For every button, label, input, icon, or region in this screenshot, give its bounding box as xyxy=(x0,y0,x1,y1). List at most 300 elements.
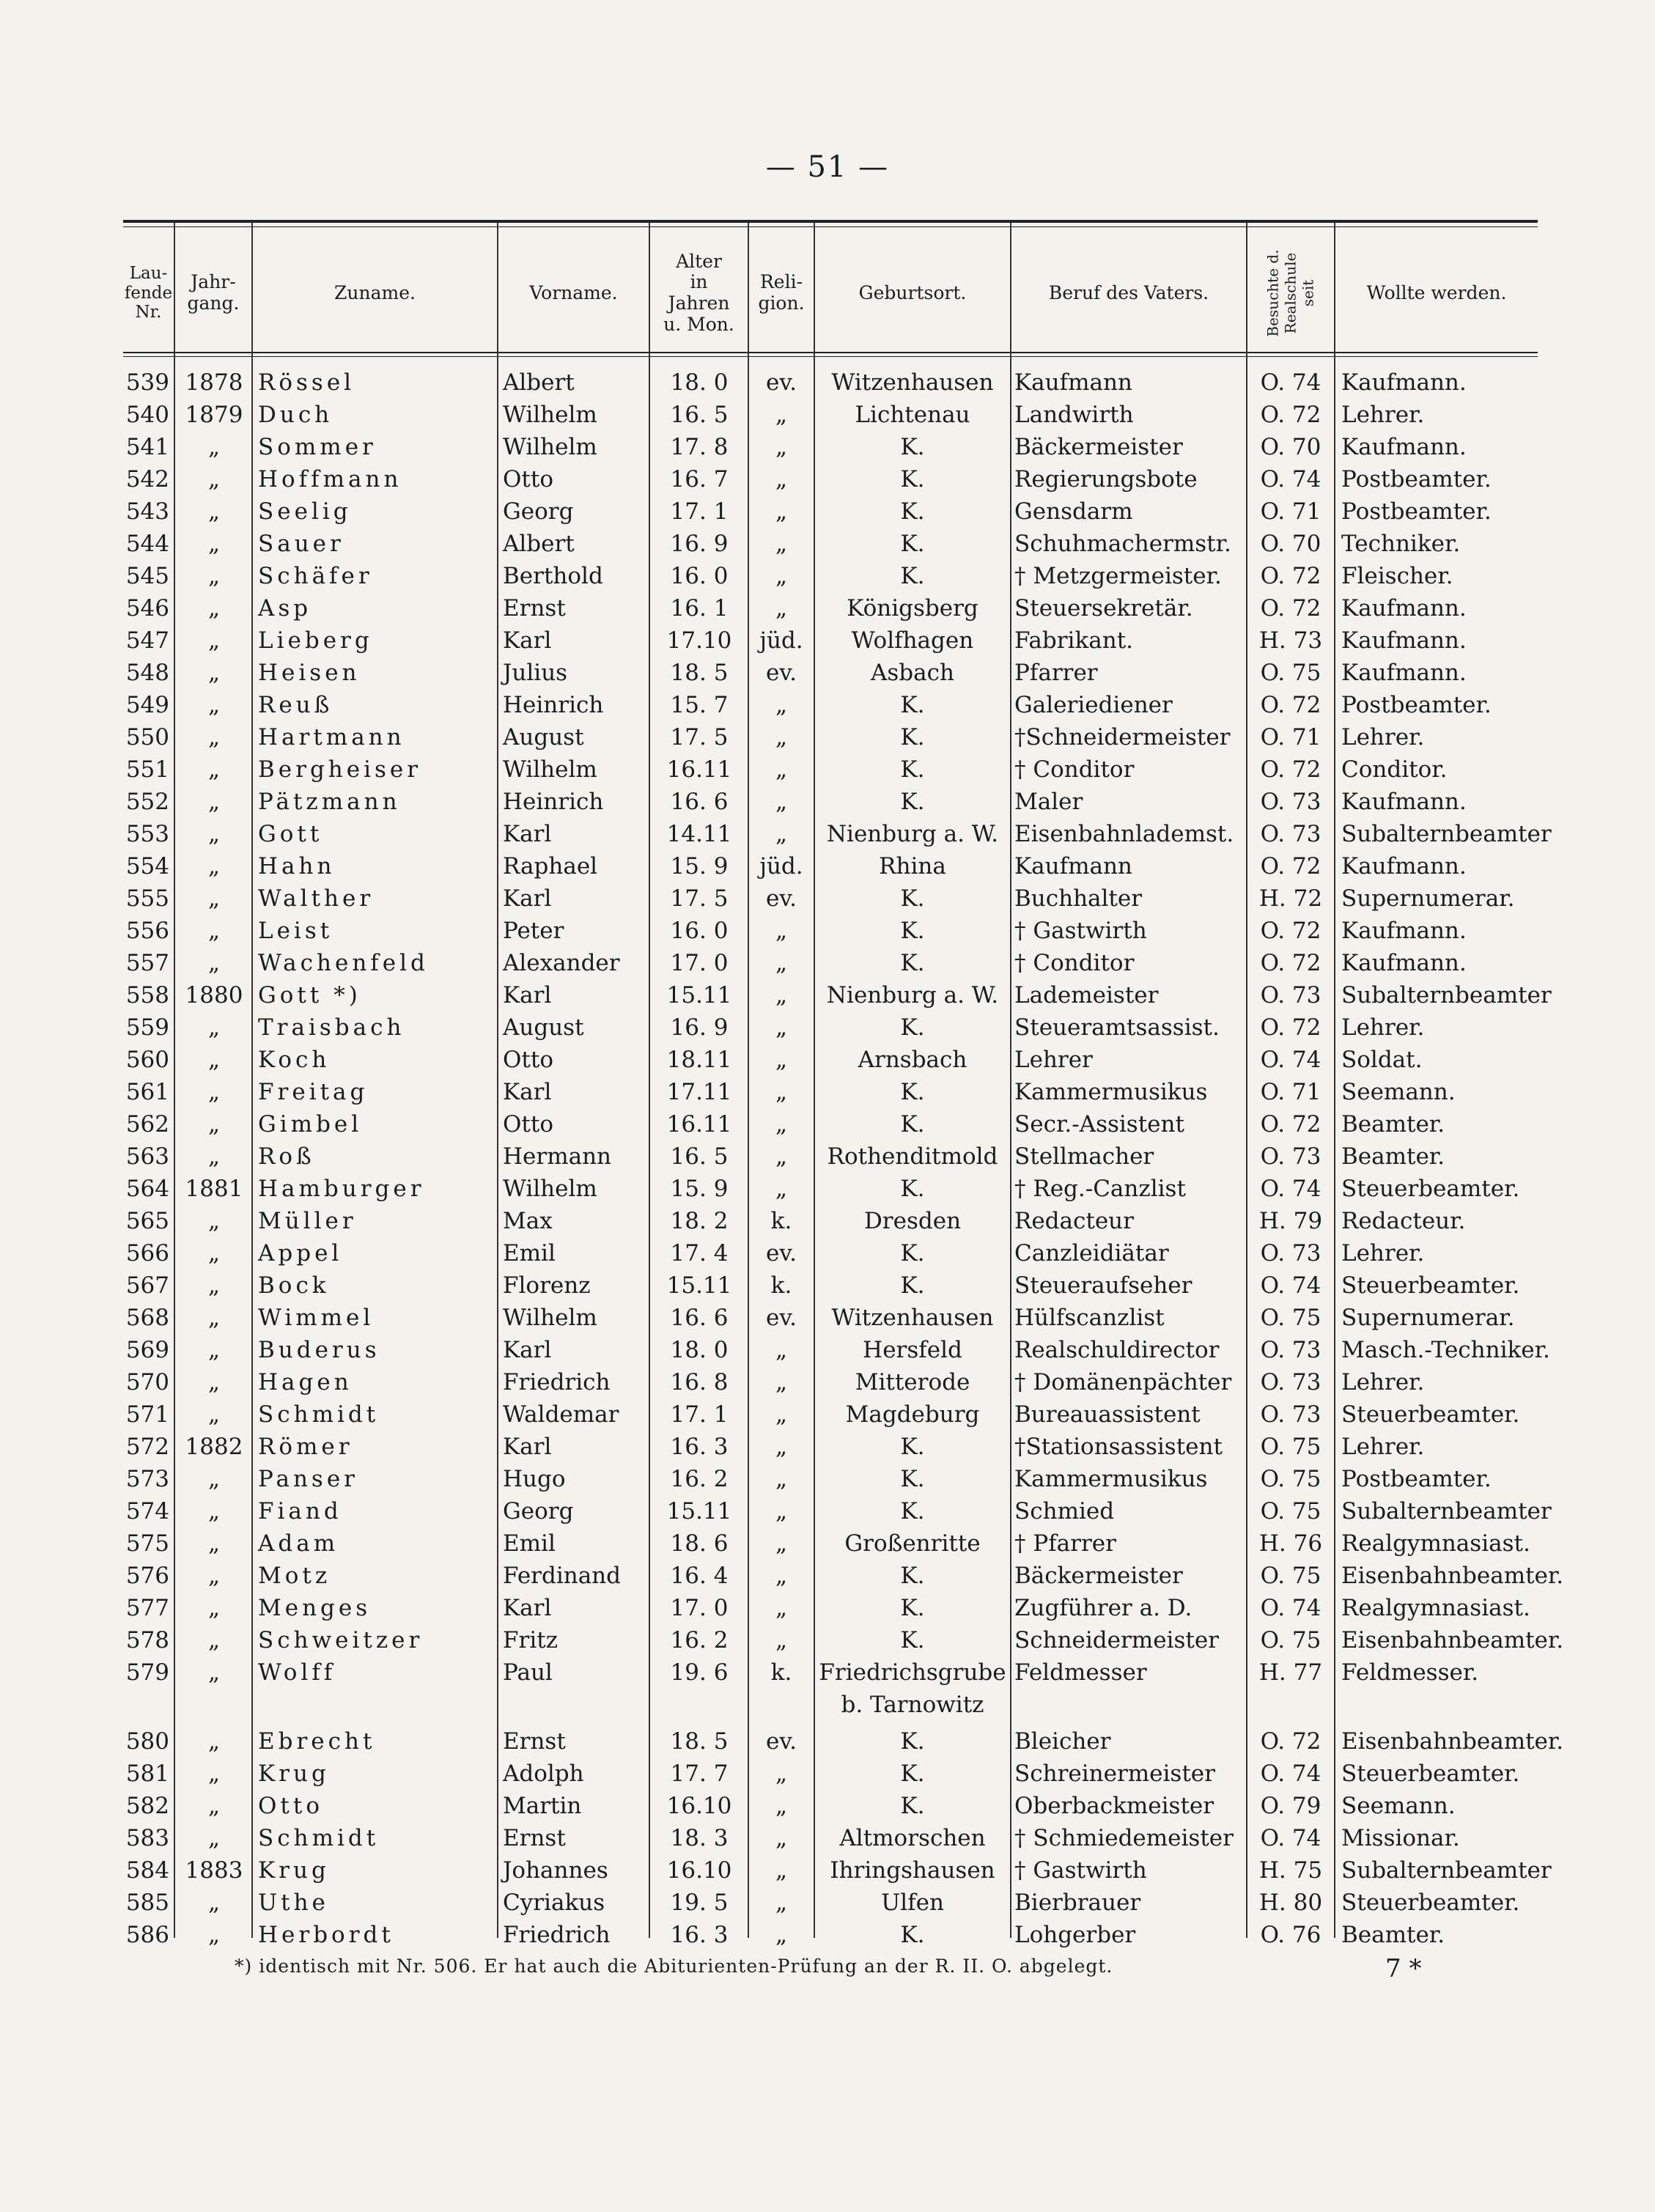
cell-surname: Gimbel xyxy=(258,1111,363,1138)
cell-surname: Hoffmann xyxy=(258,466,402,493)
cell-firstname: Wilhelm xyxy=(503,402,597,428)
cell-religion: „ xyxy=(775,1793,788,1819)
cell-surname: Hahn xyxy=(258,853,336,880)
cell-firstname: Martin xyxy=(503,1793,582,1819)
cell-nr: 584 xyxy=(125,1857,169,1884)
cell-nr: 563 xyxy=(125,1143,169,1170)
cell-nr: 559 xyxy=(125,1014,169,1041)
table-row xyxy=(0,1560,1655,1592)
cell-nr: 542 xyxy=(125,466,169,493)
cell-nr: 583 xyxy=(125,1825,169,1851)
cell-nr: 553 xyxy=(125,821,169,847)
cell-birthplace: K. xyxy=(900,918,925,944)
table-row xyxy=(0,1790,1655,1822)
cell-birthplace: K. xyxy=(900,434,925,460)
cell-wish: Kaufmann. xyxy=(1341,627,1467,654)
cell-year: „ xyxy=(207,1111,221,1138)
cell-wish: Subalternbeamter xyxy=(1341,1857,1552,1884)
cell-wish: Beamter. xyxy=(1341,1922,1445,1948)
cell-firstname: Karl xyxy=(503,1595,552,1621)
cell-birthplace: Witzenhausen xyxy=(831,369,994,396)
cell-school: O. 73 xyxy=(1260,1369,1322,1396)
cell-wish: Supernumerar. xyxy=(1341,885,1515,912)
cell-wish: Kaufmann. xyxy=(1341,853,1467,880)
cell-birthplace: K. xyxy=(900,1014,925,1041)
cell-nr: 543 xyxy=(125,498,169,525)
cell-age: 18. 3 xyxy=(670,1825,729,1851)
cell-surname: Appel xyxy=(258,1240,343,1267)
cell-religion: „ xyxy=(775,1825,788,1851)
cell-age: 16. 4 xyxy=(670,1563,729,1589)
header-top-rule xyxy=(123,220,1538,223)
cell-school: O. 73 xyxy=(1260,789,1322,815)
cell-nr: 540 xyxy=(125,402,169,428)
table-row xyxy=(0,915,1655,947)
cell-father: Oberbackmeister xyxy=(1014,1793,1214,1819)
cell-wish: Lehrer. xyxy=(1341,1434,1425,1460)
table-row xyxy=(0,463,1655,495)
cell-school: O. 73 xyxy=(1260,1337,1322,1363)
cell-birthplace: Lichtenau xyxy=(855,402,970,428)
cell-birthplace: K. xyxy=(900,1176,925,1202)
cell-religion: ev. xyxy=(765,660,797,686)
cell-birthplace: K. xyxy=(900,498,925,525)
cell-firstname: Ernst xyxy=(503,1825,566,1851)
cell-nr: 561 xyxy=(125,1079,169,1105)
cell-surname: Krug xyxy=(258,1761,330,1787)
cell-birthplace: K. xyxy=(900,1434,925,1460)
cell-birthplace: K. xyxy=(900,1761,925,1787)
cell-religion: jüd. xyxy=(759,853,803,880)
cell-birthplace: K. xyxy=(900,1272,925,1299)
table-row xyxy=(0,560,1655,592)
cell-religion: „ xyxy=(775,1498,788,1525)
cell-year: „ xyxy=(207,1369,221,1396)
table-row xyxy=(0,657,1655,689)
cell-year: „ xyxy=(207,1595,221,1621)
table-row xyxy=(0,1463,1655,1495)
cell-surname: Leist xyxy=(258,918,333,944)
cell-year: 1881 xyxy=(185,1176,243,1202)
cell-wish: Kaufmann. xyxy=(1341,595,1467,622)
cell-surname: Rössel xyxy=(258,369,355,396)
cell-birthplace: Ihringshausen xyxy=(830,1857,995,1884)
cell-religion: „ xyxy=(775,1595,788,1621)
cell-father: † Metzgermeister. xyxy=(1014,563,1222,589)
cell-school: O. 75 xyxy=(1260,1466,1322,1492)
cell-firstname: Karl xyxy=(503,1434,552,1460)
cell-year: „ xyxy=(207,1563,221,1589)
cell-religion: „ xyxy=(775,1761,788,1787)
cell-surname: Ebrecht xyxy=(258,1728,376,1755)
cell-father: Kammermusikus xyxy=(1014,1079,1208,1105)
cell-father: †Schneidermeister xyxy=(1014,724,1231,751)
cell-school: O. 72 xyxy=(1260,1014,1322,1041)
cell-school: O. 74 xyxy=(1260,466,1322,493)
cell-surname: Panser xyxy=(258,1466,358,1492)
cell-firstname: Ernst xyxy=(503,595,566,622)
table-row xyxy=(0,753,1655,786)
cell-year: „ xyxy=(207,853,221,880)
cell-school: O. 73 xyxy=(1260,1401,1322,1428)
cell-school: O. 71 xyxy=(1260,498,1322,525)
cell-surname: Schäfer xyxy=(258,563,373,589)
table-row xyxy=(0,1237,1655,1269)
cell-nr: 570 xyxy=(125,1369,169,1396)
cell-age: 19. 6 xyxy=(670,1659,729,1686)
cell-firstname: Raphael xyxy=(503,853,598,880)
cell-age: 16. 5 xyxy=(670,1143,729,1170)
table-row xyxy=(0,1044,1655,1076)
cell-wish: Eisenbahnbeamter. xyxy=(1341,1563,1564,1589)
cell-wish: Kaufmann. xyxy=(1341,434,1467,460)
cell-father: † Conditor xyxy=(1014,756,1135,783)
cell-firstname: Wilhelm xyxy=(503,1176,597,1202)
cell-year: „ xyxy=(207,1890,221,1916)
cell-year: „ xyxy=(207,498,221,525)
cell-nr: 582 xyxy=(125,1793,169,1819)
cell-nr: 556 xyxy=(125,918,169,944)
table-row xyxy=(0,1495,1655,1527)
cell-firstname: Heinrich xyxy=(503,692,604,718)
cell-age: 15. 9 xyxy=(670,853,729,880)
cell-father: Kaufmann xyxy=(1014,369,1132,396)
cell-age: 16. 1 xyxy=(670,595,729,622)
cell-wish: Redacteur. xyxy=(1341,1208,1466,1234)
cell-age: 17. 5 xyxy=(670,885,729,912)
cell-religion: „ xyxy=(775,1922,788,1948)
cell-wish: Feldmesser. xyxy=(1341,1659,1479,1686)
cell-father: Landwirth xyxy=(1014,402,1134,428)
cell-surname: Freitag xyxy=(258,1079,369,1105)
cell-surname: Reuß xyxy=(258,692,333,718)
cell-firstname: Georg xyxy=(503,1498,574,1525)
cell-religion: „ xyxy=(775,1079,788,1105)
cell-wish: Eisenbahnbeamter. xyxy=(1341,1627,1564,1654)
cell-age: 15.11 xyxy=(666,1272,732,1299)
cell-wish: Seemann. xyxy=(1341,1079,1456,1105)
cell-father: Lehrer xyxy=(1014,1047,1093,1073)
cell-birthplace: K. xyxy=(900,531,925,557)
cell-wish: Lehrer. xyxy=(1341,1014,1425,1041)
cell-father: †Stationsassistent xyxy=(1014,1434,1223,1460)
cell-wish: Realgymnasiast. xyxy=(1341,1595,1530,1621)
cell-year: „ xyxy=(207,1272,221,1299)
cell-year: „ xyxy=(207,789,221,815)
cell-age: 18. 0 xyxy=(670,1337,729,1363)
cell-age: 17. 8 xyxy=(670,434,729,460)
cell-year: „ xyxy=(207,1466,221,1492)
cell-year: „ xyxy=(207,1240,221,1267)
cell-religion: „ xyxy=(775,531,788,557)
cell-firstname: Karl xyxy=(503,1079,552,1105)
cell-year: „ xyxy=(207,466,221,493)
cell-age: 16. 6 xyxy=(670,789,729,815)
cell-school: H. 80 xyxy=(1258,1890,1323,1916)
table-row xyxy=(0,689,1655,721)
cell-birthplace: Rhina xyxy=(879,853,946,880)
cell-surname: Hartmann xyxy=(258,724,405,751)
table-row xyxy=(0,1398,1655,1431)
cell-nr: 557 xyxy=(125,950,169,976)
cell-age: 16. 0 xyxy=(670,918,729,944)
cell-religion: k. xyxy=(770,1659,792,1686)
cell-nr: 547 xyxy=(125,627,169,654)
cell-birthplace: Großenritte xyxy=(844,1530,981,1557)
cell-year: „ xyxy=(207,1627,221,1654)
cell-birthplace: K. xyxy=(900,1728,925,1755)
cell-surname: Sommer xyxy=(258,434,377,460)
cell-school: H. 77 xyxy=(1258,1659,1323,1686)
cell-religion: „ xyxy=(775,1466,788,1492)
table-row xyxy=(0,431,1655,463)
cell-birthplace: Witzenhausen xyxy=(831,1305,994,1331)
cell-surname: Schmidt xyxy=(258,1401,380,1428)
footnote: *) identisch mit Nr. 506. Er hat auch die Abiturienten-Prüfung an der R. II. O. abgelegt. xyxy=(235,1955,1113,1977)
cell-nr: 551 xyxy=(125,756,169,783)
cell-religion: „ xyxy=(775,1047,788,1073)
cell-year: „ xyxy=(207,821,221,847)
table-row xyxy=(0,1366,1655,1398)
cell-religion: „ xyxy=(775,563,788,589)
table-row xyxy=(0,1269,1655,1302)
cell-father: Schuhmachermstr. xyxy=(1014,531,1231,557)
cell-wish: Conditor. xyxy=(1341,756,1448,783)
cell-wish: Steuerbeamter. xyxy=(1341,1176,1520,1202)
cell-surname: Roß xyxy=(258,1143,315,1170)
cell-nr: 564 xyxy=(125,1176,169,1202)
cell-religion: „ xyxy=(775,402,788,428)
cell-father: Bureauassistent xyxy=(1014,1401,1201,1428)
cell-age: 18. 5 xyxy=(670,1728,729,1755)
cell-father: † Conditor xyxy=(1014,950,1135,976)
table-row xyxy=(0,1887,1655,1919)
cell-surname: Walther xyxy=(258,885,375,912)
cell-school: O. 73 xyxy=(1260,821,1322,847)
cell-birthplace: K. xyxy=(900,1498,925,1525)
cell-age: 16. 5 xyxy=(670,402,729,428)
cell-firstname: Albert xyxy=(503,531,575,557)
cell-surname: Hagen xyxy=(258,1369,353,1396)
cell-nr: 552 xyxy=(125,789,169,815)
cell-birthplace: K. xyxy=(900,563,925,589)
cell-year: 1883 xyxy=(185,1857,243,1884)
table-row xyxy=(0,818,1655,850)
cell-nr: 573 xyxy=(125,1466,169,1492)
cell-year: „ xyxy=(207,724,221,751)
cell-religion: „ xyxy=(775,982,788,1009)
cell-firstname: Karl xyxy=(503,627,552,654)
cell-nr: 558 xyxy=(125,982,169,1009)
cell-father: Secr.-Assistent xyxy=(1014,1111,1184,1138)
cell-wish: Postbeamter. xyxy=(1341,1466,1492,1492)
cell-year: „ xyxy=(207,1761,221,1787)
cell-birthplace: K. xyxy=(900,756,925,783)
cell-year: 1879 xyxy=(185,402,243,428)
cell-school: H. 73 xyxy=(1258,627,1323,654)
cell-wish: Fleischer. xyxy=(1341,563,1453,589)
cell-wish: Steuerbeamter. xyxy=(1341,1761,1520,1787)
cell-father: Redacteur xyxy=(1014,1208,1134,1234)
cell-firstname: Georg xyxy=(503,498,574,525)
cell-nr: 567 xyxy=(125,1272,169,1299)
cell-father: Galeriediener xyxy=(1014,692,1173,718)
header-bottom-rule xyxy=(123,352,1538,353)
cell-birthplace: Königsberg xyxy=(847,595,978,622)
cell-father: Lohgerber xyxy=(1014,1922,1136,1948)
cell-firstname: Karl xyxy=(503,982,552,1009)
cell-surname: Heisen xyxy=(258,660,361,686)
cell-firstname: Johannes xyxy=(503,1857,608,1884)
cell-birthplace: K. xyxy=(900,950,925,976)
cell-surname: Menges xyxy=(258,1595,372,1621)
cell-nr: 566 xyxy=(125,1240,169,1267)
cell-firstname: Emil xyxy=(503,1530,556,1557)
cell-school: O. 71 xyxy=(1260,724,1322,751)
cell-father: Schneidermeister xyxy=(1014,1627,1219,1654)
cell-wish: Steuerbeamter. xyxy=(1341,1272,1520,1299)
cell-nr: 546 xyxy=(125,595,169,622)
cell-age: 17.10 xyxy=(666,627,732,654)
cell-firstname: Wilhelm xyxy=(503,434,597,460)
cell-birthplace: Ulfen xyxy=(881,1890,944,1916)
cell-nr: 560 xyxy=(125,1047,169,1073)
cell-surname: Koch xyxy=(258,1047,331,1073)
header-nr: Lau- fende Nr. xyxy=(124,264,173,322)
cell-wish: Supernumerar. xyxy=(1341,1305,1515,1331)
cell-firstname: Peter xyxy=(503,918,564,944)
cell-nr: 548 xyxy=(125,660,169,686)
cell-year: „ xyxy=(207,563,221,589)
cell-wish: Lehrer. xyxy=(1341,402,1425,428)
cell-nr: 585 xyxy=(125,1890,169,1916)
cell-school: O. 76 xyxy=(1260,1922,1322,1948)
cell-age: 16. 2 xyxy=(670,1627,729,1654)
cell-year: „ xyxy=(207,1498,221,1525)
cell-year: „ xyxy=(207,531,221,557)
cell-father: Maler xyxy=(1014,789,1083,815)
cell-year: „ xyxy=(207,1079,221,1105)
table-row xyxy=(0,1302,1655,1334)
cell-age: 17. 7 xyxy=(670,1761,729,1787)
cell-father: Feldmesser xyxy=(1014,1659,1147,1686)
cell-birthplace: K. xyxy=(900,789,925,815)
cell-firstname: Friedrich xyxy=(503,1922,611,1948)
cell-nr: 579 xyxy=(125,1659,169,1686)
cell-firstname: Adolph xyxy=(503,1761,584,1787)
cell-school: H. 72 xyxy=(1258,885,1323,912)
cell-school: O. 72 xyxy=(1260,1728,1322,1755)
cell-surname: Schweitzer xyxy=(258,1627,424,1654)
cell-school: O. 72 xyxy=(1260,756,1322,783)
cell-birthplace: Rothenditmold xyxy=(827,1143,998,1170)
cell-surname: Buderus xyxy=(258,1337,380,1363)
cell-wish: Soldat. xyxy=(1341,1047,1423,1073)
table-row xyxy=(0,528,1655,560)
cell-year: „ xyxy=(207,918,221,944)
cell-school: O. 72 xyxy=(1260,853,1322,880)
cell-nr: 580 xyxy=(125,1728,169,1755)
cell-firstname: Wilhelm xyxy=(503,1305,597,1331)
cell-age: 16. 0 xyxy=(670,563,729,589)
cell-school: O. 72 xyxy=(1260,692,1322,718)
cell-surname: Wimmel xyxy=(258,1305,375,1331)
cell-father: Eisenbahnlademst. xyxy=(1014,821,1234,847)
cell-birthplace: Hersfeld xyxy=(863,1337,962,1363)
cell-father: Canzleidiätar xyxy=(1014,1240,1169,1267)
table-row xyxy=(0,1334,1655,1366)
cell-religion: ev. xyxy=(765,1728,797,1755)
cell-year: „ xyxy=(207,627,221,654)
cell-religion: „ xyxy=(775,1563,788,1589)
cell-firstname: Otto xyxy=(503,1111,553,1138)
cell-wish: Subalternbeamter xyxy=(1341,1498,1552,1525)
cell-religion: „ xyxy=(775,1014,788,1041)
table-row xyxy=(0,979,1655,1011)
cell-firstname: Ernst xyxy=(503,1728,566,1755)
cell-wish: Missionar. xyxy=(1341,1825,1460,1851)
cell-firstname: Alexander xyxy=(503,950,620,976)
cell-age: 14.11 xyxy=(666,821,732,847)
cell-surname: Fiand xyxy=(258,1498,342,1525)
cell-religion: ev. xyxy=(765,885,797,912)
cell-year: 1880 xyxy=(185,982,243,1009)
cell-year: 1882 xyxy=(185,1434,243,1460)
cell-birthplace: K. xyxy=(900,1240,925,1267)
cell-surname: Seelig xyxy=(258,498,352,525)
cell-nr: 569 xyxy=(125,1337,169,1363)
cell-birthplace: Mitterode xyxy=(855,1369,970,1396)
header-surname: Zuname. xyxy=(334,281,416,303)
cell-year: „ xyxy=(207,1337,221,1363)
cell-firstname: August xyxy=(503,724,584,751)
cell-religion: „ xyxy=(775,1369,788,1396)
table-row xyxy=(0,786,1655,818)
cell-father: Buchhalter xyxy=(1014,885,1143,912)
table-row xyxy=(0,1822,1655,1854)
cell-religion: „ xyxy=(775,756,788,783)
cell-birthplace: Asbach xyxy=(871,660,954,686)
cell-religion: ev. xyxy=(765,369,797,396)
header-age: Alter in Jahren u. Mon. xyxy=(663,250,734,335)
cell-birthplace: K. xyxy=(900,1922,925,1948)
cell-firstname: Julius xyxy=(503,660,568,686)
cell-year: „ xyxy=(207,660,221,686)
cell-birthplace: Dresden xyxy=(863,1208,962,1234)
cell-firstname: Hugo xyxy=(503,1466,566,1492)
cell-nr: 572 xyxy=(125,1434,169,1460)
cell-nr: 576 xyxy=(125,1563,169,1589)
cell-birthplace: Arnsbach xyxy=(858,1047,967,1073)
cell-father: Bäckermeister xyxy=(1014,1563,1183,1589)
cell-year: „ xyxy=(207,1143,221,1170)
cell-religion: „ xyxy=(775,595,788,622)
cell-nr: 577 xyxy=(125,1595,169,1621)
cell-age: 17.11 xyxy=(666,1079,732,1105)
cell-school: H. 76 xyxy=(1258,1530,1323,1557)
cell-year: „ xyxy=(207,950,221,976)
cell-year: „ xyxy=(207,756,221,783)
cell-school: O. 75 xyxy=(1260,1498,1322,1525)
cell-wish: Steuerbeamter. xyxy=(1341,1890,1520,1916)
header-birthplace: Geburtsort. xyxy=(858,281,967,303)
cell-surname: Adam xyxy=(258,1530,339,1557)
table-row xyxy=(0,882,1655,915)
cell-age: 16. 7 xyxy=(670,466,729,493)
cell-firstname: Florenz xyxy=(503,1272,591,1299)
cell-birthplace: Nienburg a. W. xyxy=(826,821,999,847)
cell-nr: 578 xyxy=(125,1627,169,1654)
